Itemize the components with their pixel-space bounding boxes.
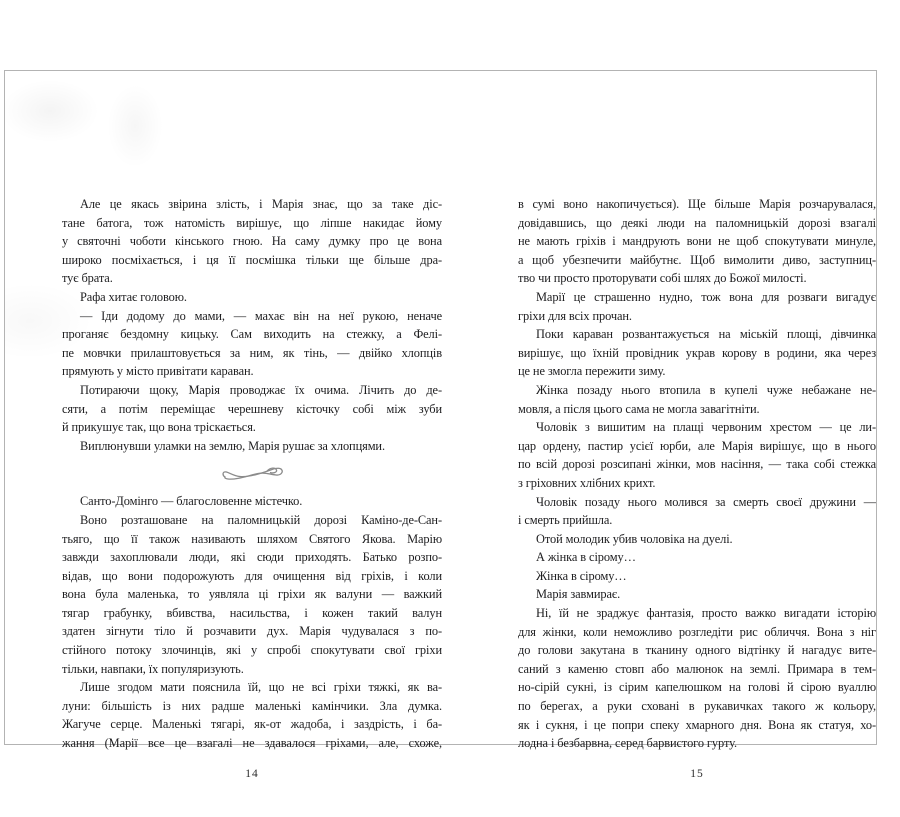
text-line: жання (Марії все це взагалі не здавалося гріхами, але, схоже,: [62, 736, 442, 751]
paragraph: [518, 493, 876, 530]
text-line: Ні, їй не зраджує фантазія, просто важко вигадати історію: [536, 606, 876, 621]
paragraph: [518, 585, 876, 604]
text-line: у святочні чоботи кінського гною. На саму думку про це вона: [62, 234, 442, 249]
text-line: Поки караван розвантажується на міській площі, дівчинка: [536, 327, 876, 342]
text-line: вона була маленька, то уявляла ці гріхи як валуни — важкий: [62, 587, 442, 602]
text-line: тільки, навпаки, їх популяризують.: [62, 661, 244, 676]
text-line: відав, що вони подорожують для очищення від гріхів, і коли: [62, 568, 442, 583]
text-line: Рафа хитає головою.: [80, 289, 187, 304]
text-line: і смерть прийшла.: [518, 513, 613, 528]
paragraph: [518, 381, 876, 418]
text-line: Лише згодом мати пояснила їй, що не всі гріхи тяжкі, як ва-: [80, 680, 442, 695]
paragraph: [518, 325, 876, 381]
text-line: завжди захоплювали люди, які сюди приходять. Батько розпо-: [62, 550, 442, 565]
paragraph: [518, 548, 876, 567]
text-line: саний з каменю стовп або малюнок на землі. Примара в тем-: [518, 661, 876, 676]
text-line: тане батога, тож натомість вирішує, що ліпше накидає йому: [62, 215, 442, 230]
flourish-divider-icon: [220, 463, 284, 485]
text-line: Жінка в сірому…: [536, 568, 627, 583]
text-line: тьяго, що її також називають шляхом Святого Якова. Марію: [62, 531, 442, 546]
text-line: а щоб убезпечити майбутнє. Щоб вимолити диво, заступниц-: [518, 252, 876, 267]
page-scan: [4, 70, 877, 780]
text-line: но-сірій сукні, із сірим капелюшком на голові й сірою вуаллю: [518, 680, 876, 695]
text-line: в сумі воно накопичується). Ще більше Марія розчарувалася,: [518, 197, 876, 211]
text-line: прямують у місто привітати караван.: [62, 364, 254, 379]
text-line: мовля, а після цього сама не могла завагітніти.: [518, 401, 760, 416]
text-line: проганяє бездомну кицьку. Сам виходить на стежку, а Фелі-: [62, 327, 442, 342]
text-line: Жінка позаду нього втопила в купелі чуже небажане не-: [536, 382, 876, 397]
paragraph: [518, 418, 876, 492]
text-line: здатен зігнути тіло й розчавити дух. Марія чудувалася з по-: [62, 624, 442, 639]
text-line: Чоловік позаду нього молився за смерть своєї дружини —: [536, 494, 876, 509]
text-line: по всій дорозі розсипані жінки, мов насіння, — така собі стежка: [518, 457, 876, 472]
paragraph: [62, 381, 442, 437]
text-line: А жінка в сірому…: [536, 550, 636, 565]
text-line: сяти, а потім переміщає черешневу кісточку собі між зуби: [62, 401, 442, 416]
paragraph: [518, 567, 876, 586]
text-line: вирішує, що їхній провідник украв корову в родини, яка через: [518, 345, 876, 360]
paragraph: [518, 530, 876, 549]
text-line: Марія завмирає.: [536, 587, 621, 602]
page-number-right: 15: [690, 768, 704, 780]
text-line: гріхи для всіх прочан.: [518, 308, 632, 323]
text-line: по берегах, а руки сховані в рукавичках такого ж кольору,: [518, 699, 876, 714]
paragraph: [62, 492, 442, 511]
text-line: цар ордену, пастир усієї юрби, але Марія вирішує, що в нього: [518, 438, 876, 453]
text-line: тво чи просто проторувати собі шлях до Божої милості.: [518, 271, 807, 286]
text-line: луни: більшість із них радше маленькі камінчики. Зла думка.: [62, 698, 442, 713]
text-line: з гріховних хлібних крихт.: [518, 475, 656, 490]
text-line: це не змогла пережити зиму.: [518, 364, 666, 379]
page-right-text-column: [518, 195, 876, 753]
paragraph: [518, 195, 876, 288]
text-line: Жагуче серце. Маленькі тягарі, як-от жадоба, і заздрість, і ба-: [62, 717, 442, 732]
text-line: до голови закутана в тканину одного відтінку й нагадує вите-: [518, 643, 876, 658]
text-line: й прикушує так, що вона тріскається.: [62, 420, 256, 435]
paragraph: [62, 678, 442, 752]
page-left-text-column: [62, 195, 442, 753]
text-line: Потираючи щоку, Марія проводжає їх очима. Лічить до де-: [80, 382, 442, 397]
paragraph: [62, 511, 442, 678]
text-line: тягар грабунку, вбивства, насильства, і кожен такий валун: [62, 605, 442, 620]
text-line: довідавшись, що деякі люди на паломницькій дорозі взагалі: [518, 215, 876, 230]
text-line: Чоловік з вишитим на плащі червоним хрестом — це ли-: [536, 420, 876, 435]
text-line: для жінки, коли неможливо розгледіти рис обличчя. Вона з ніг: [518, 624, 876, 639]
text-line: стійного потоку злочинців, які у спробі спокутувати свої гріхи: [62, 643, 442, 658]
text-line: — Іди додому до мами, — махає він на неї рукою, неначе: [80, 308, 442, 323]
page-number-left: 14: [245, 768, 259, 780]
text-line: широко посміхається, і ця її посмішка тільки ще більше дра-: [62, 252, 442, 267]
paragraph: [62, 288, 442, 307]
paragraph: [62, 307, 442, 381]
text-line: Воно розташоване на паломницькій дорозі Каміно-де-Сан-: [80, 512, 442, 527]
paragraph: [518, 604, 876, 753]
paragraph: [62, 195, 442, 288]
text-line: Але це якась звірина злість, і Марія знає, що за таке діс-: [80, 197, 442, 211]
text-line: Марії це страшенно нудно, тож вона для розваги вигадує: [536, 289, 876, 304]
text-line: пе мовчки прилаштовується за ним, як тінь, — двійко хлопців: [62, 345, 442, 360]
paragraph: [62, 437, 442, 456]
section-divider: [62, 455, 442, 492]
text-line: Отой молодик убив чоловіка на дуелі.: [536, 531, 733, 546]
text-line: як і сукня, і це попри спеку хмарного дня. Вона як статуя, хо-: [518, 717, 876, 732]
text-line: не мають гріхів і мандрують вони не щоб спокутувати минуле,: [518, 234, 876, 249]
text-line: Санто-Домінго — благословенне містечко.: [80, 494, 303, 509]
text-line: тує брата.: [62, 271, 113, 286]
text-line: Виплюнувши уламки на землю, Марія рушає за хлопцями.: [80, 438, 385, 453]
paragraph: [518, 288, 876, 325]
text-line: лодна і безбарвна, серед барвистого гурту.: [518, 736, 737, 751]
